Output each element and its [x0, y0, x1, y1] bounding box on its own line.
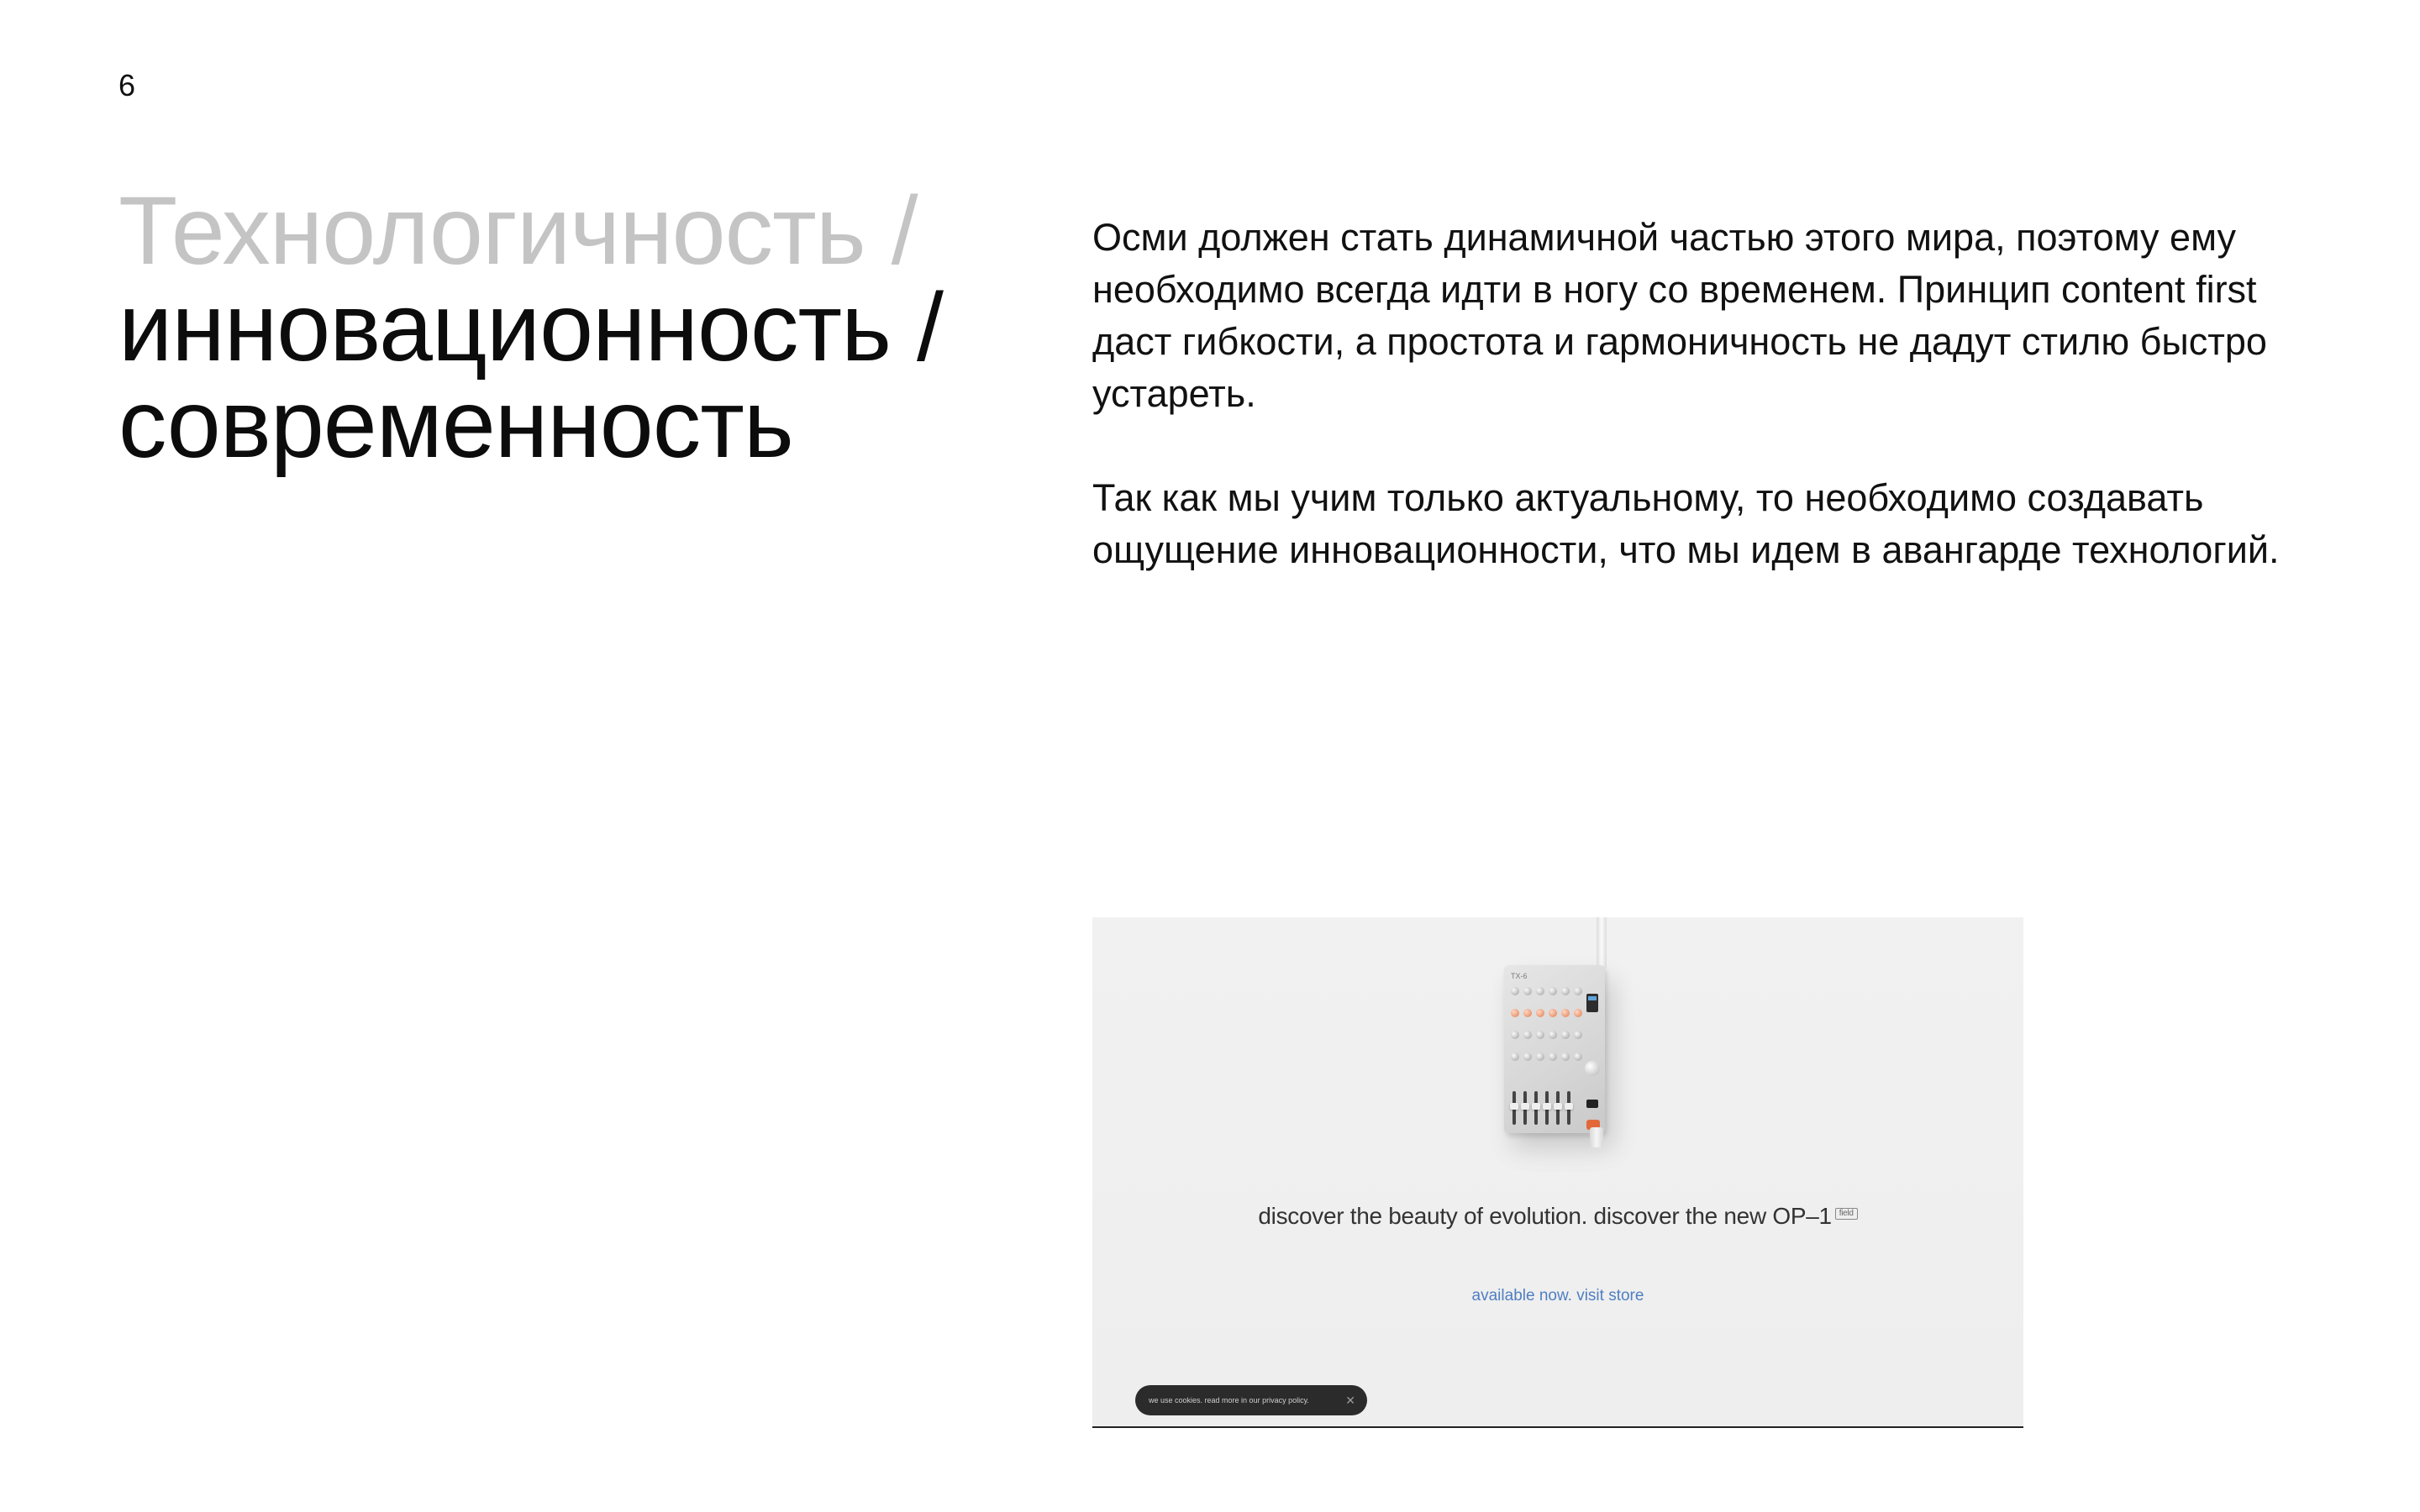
- knob-row: [1511, 1031, 1582, 1039]
- body-text: [1092, 212, 2319, 628]
- body-paragraph-2: Так как мы учим только актуальному, то необходимо создавать ощущение инновационности, что мы идем в авангарде технологий.: [1092, 476, 2280, 571]
- device-main-knob: [1585, 1061, 1600, 1076]
- knob-row: [1511, 987, 1582, 995]
- cookie-text[interactable]: we use cookies. read more in our privacy policy.: [1149, 1396, 1309, 1404]
- title-line-innovative: инновационность /: [118, 274, 943, 381]
- device-label: TX-6: [1511, 972, 1528, 980]
- close-icon[interactable]: ✕: [1345, 1394, 1355, 1407]
- tagline-text: discover the beauty of evolution. discover the new OP–1: [1258, 1203, 1832, 1229]
- body-paragraph-1: Осми должен стать динамичной частью этого мира, поэтому ему необходимо всегда идти в ногу со временем. Принцип content first даст гибкости, а простота и гармоничность не дадут стилю быстро устареть.: [1092, 216, 2267, 415]
- device-button: [1586, 1100, 1598, 1108]
- page-title: [118, 177, 943, 478]
- device-connector: [1590, 1127, 1603, 1147]
- field-badge: field: [1835, 1208, 1858, 1220]
- page-number: 6: [118, 68, 136, 102]
- device-faders: [1512, 1091, 1570, 1125]
- cookie-banner: [1135, 1385, 1367, 1415]
- website-screenshot: [1092, 917, 2023, 1428]
- title-line-modern: современность: [118, 370, 793, 478]
- visit-store-link[interactable]: available now. visit store: [1471, 1287, 1644, 1305]
- device-cable: [1597, 917, 1607, 969]
- product-tagline: [1092, 1203, 2023, 1230]
- knob-row: [1511, 1053, 1582, 1061]
- title-line-technological: Технологичность /: [118, 177, 918, 285]
- knob-row: [1511, 1009, 1582, 1017]
- device-screen: [1586, 994, 1598, 1012]
- product-device-image: [1504, 965, 1605, 1133]
